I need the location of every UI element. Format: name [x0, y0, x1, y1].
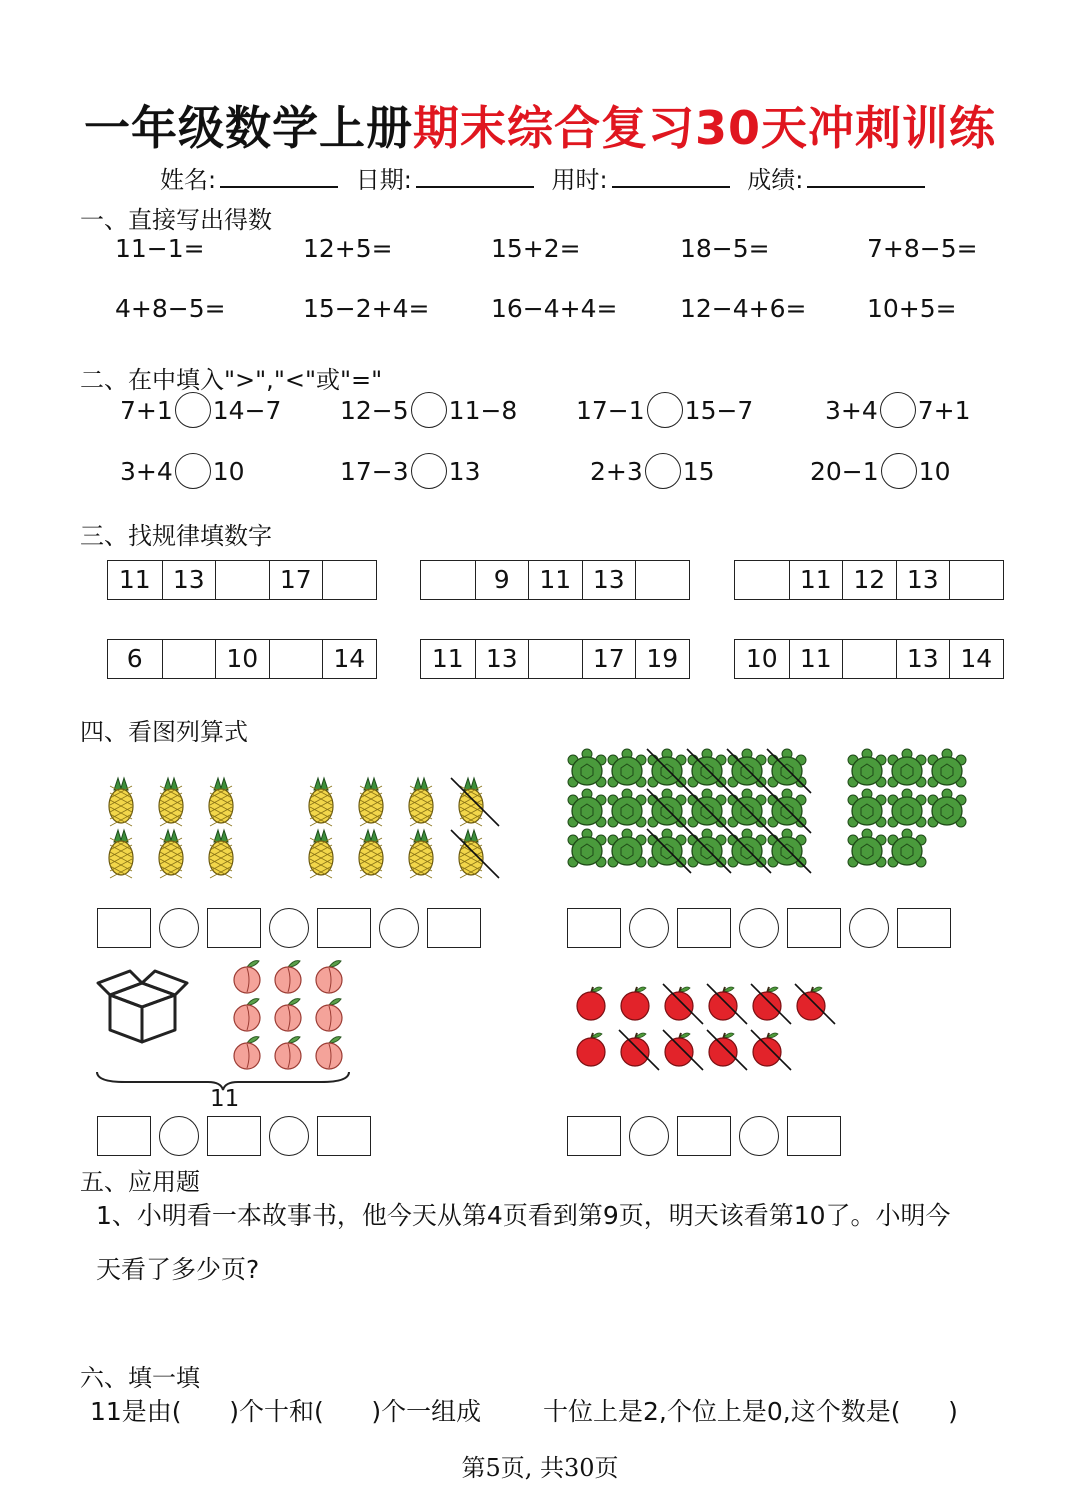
score-blank[interactable] — [807, 164, 925, 188]
answer-box[interactable] — [787, 1116, 841, 1156]
sequence-cell[interactable]: 17 — [269, 561, 323, 599]
pineapple-icon — [109, 778, 133, 826]
apple-icon — [577, 1033, 605, 1066]
pineapple-icon — [409, 830, 433, 878]
turtle-icon — [608, 789, 646, 827]
word-problem-line1: 1、小明看一本故事书，他今天从第4页看到第9页，明天该看第10了。小明今 — [96, 1201, 951, 1230]
page-footer: 第5页, 共30页 — [461, 1454, 619, 1482]
pineapple-icon — [109, 830, 133, 878]
compare-circle[interactable] — [175, 453, 211, 489]
peach-icon — [316, 999, 342, 1031]
sequence-cell[interactable]: 6 — [126, 644, 143, 673]
pineapple-icon — [451, 778, 499, 826]
compare-item — [825, 392, 971, 428]
sequence-row — [420, 560, 690, 600]
answer-box[interactable] — [207, 908, 261, 948]
turtle-icon — [647, 829, 691, 873]
apple-icon — [577, 987, 605, 1020]
answer-box[interactable] — [317, 908, 371, 948]
sequence-cell[interactable]: 13 — [475, 640, 529, 678]
section-2-heading: 二、在中填入">","<"或"=" — [80, 366, 383, 394]
turtle-icon — [848, 829, 886, 867]
compare-circle[interactable] — [880, 392, 916, 428]
pineapple-icon — [409, 778, 433, 826]
sequence-cell[interactable]: 17 — [582, 640, 636, 678]
sequence-row — [734, 560, 1004, 600]
answer-box[interactable] — [787, 908, 841, 948]
compare-left: 2+3 — [590, 456, 643, 486]
turtle-icon — [848, 749, 886, 787]
page-title — [0, 92, 1080, 158]
sequence-row — [734, 639, 1004, 679]
compare-right: 10 — [212, 456, 245, 486]
turtle-icon — [687, 789, 731, 833]
time-blank[interactable] — [612, 164, 730, 188]
pineapple-group-left — [95, 770, 255, 880]
apple-icon — [619, 1030, 659, 1070]
sequence-cell[interactable]: 11 — [431, 644, 464, 673]
compare-right: 14−7 — [212, 395, 282, 425]
turtle-icon — [568, 749, 606, 787]
compare-item — [590, 453, 715, 489]
compare-right: 7+1 — [917, 395, 971, 425]
answer-box[interactable] — [567, 1116, 621, 1156]
date-label: 日期: — [355, 166, 412, 194]
brace-label: 11 — [210, 1086, 240, 1112]
apple-icon — [751, 984, 791, 1024]
apple-group — [565, 980, 845, 1075]
fill-question-2: 十位上是2,个位上是0,这个数是( ) — [543, 1397, 958, 1426]
turtle-icon — [928, 789, 966, 827]
sequence-cell[interactable] — [269, 640, 323, 678]
turtle-icon — [727, 789, 771, 833]
box-icon — [95, 965, 190, 1045]
peach-icon — [275, 961, 301, 993]
section-3-heading: 三、找规律填数字 — [80, 522, 272, 550]
sequence-cell[interactable] — [949, 561, 1003, 599]
name-label: 姓名: — [160, 166, 217, 194]
score-label: 成绩: — [747, 166, 804, 194]
calc-expr: 15−2+4= — [303, 294, 430, 323]
peach-icon — [316, 1037, 342, 1069]
compare-circle[interactable] — [411, 453, 447, 489]
answer-circle[interactable] — [739, 908, 779, 948]
answer-row — [97, 1116, 371, 1156]
calc-expr: 18−5= — [680, 234, 770, 263]
pineapple-icon — [209, 830, 233, 878]
peach-icon — [275, 999, 301, 1031]
turtle-icon — [727, 829, 771, 873]
answer-row — [97, 908, 481, 948]
peach-icon — [234, 1037, 260, 1069]
word-problem-line2: 天看了多少页? — [96, 1255, 260, 1284]
time-label: 用时: — [551, 166, 608, 194]
answer-circle[interactable] — [269, 908, 309, 948]
apple-icon — [707, 984, 747, 1024]
turtle-icon — [848, 789, 886, 827]
title-part1: 一年级数学上册 — [83, 101, 413, 155]
sequence-cell[interactable] — [322, 561, 376, 599]
apple-icon — [663, 984, 703, 1024]
answer-row — [567, 1116, 841, 1156]
pineapple-icon — [159, 830, 183, 878]
compare-right: 10 — [918, 456, 951, 486]
sequence-cell[interactable]: 13 — [582, 561, 636, 599]
section-1-heading: 一、直接写出得数 — [80, 206, 272, 234]
pineapple-icon — [159, 778, 183, 826]
sequence-cell[interactable] — [215, 561, 269, 599]
section-4-heading: 四、看图列算式 — [80, 718, 248, 746]
calc-expr: 12+5= — [303, 234, 393, 263]
pineapple-icon — [451, 830, 499, 878]
answer-row — [567, 908, 951, 948]
name-blank[interactable] — [220, 164, 338, 188]
turtle-icon — [647, 749, 691, 793]
section-5-heading: 五、应用题 — [80, 1168, 200, 1196]
answer-box[interactable] — [677, 1116, 731, 1156]
turtle-group-right — [845, 748, 970, 873]
turtle-group-left — [565, 748, 815, 873]
apple-icon — [795, 984, 835, 1024]
turtle-icon — [647, 789, 691, 833]
turtle-icon — [608, 749, 646, 787]
calc-expr: 4+8−5= — [115, 294, 226, 323]
apple-icon — [751, 1030, 791, 1070]
answer-circle[interactable] — [629, 908, 669, 948]
fill-question-1: 11是由( )个十和( )个一组成 — [90, 1397, 482, 1426]
sequence-cell[interactable] — [162, 640, 216, 678]
sequence-row — [107, 639, 377, 679]
sequence-cell[interactable]: 14 — [322, 640, 376, 678]
turtle-icon — [687, 749, 731, 793]
compare-circle[interactable] — [647, 392, 683, 428]
compare-right: 11−8 — [448, 395, 518, 425]
peach-icon — [234, 961, 260, 993]
turtle-icon — [568, 829, 606, 867]
answer-box[interactable] — [427, 908, 481, 948]
pineapple-icon — [359, 778, 383, 826]
answer-box[interactable] — [677, 908, 731, 948]
sequence-cell[interactable] — [421, 561, 475, 599]
calc-expr: 7+8−5= — [867, 234, 978, 263]
turtle-icon — [767, 829, 811, 873]
sequence-cell[interactable]: 13 — [896, 561, 950, 599]
calc-expr: 11−1= — [115, 234, 205, 263]
sequence-cell[interactable]: 10 — [215, 640, 269, 678]
sequence-cell[interactable]: 12 — [842, 561, 896, 599]
sequence-cell[interactable]: 11 — [789, 561, 843, 599]
compare-right: 15 — [682, 456, 715, 486]
sequence-row — [420, 639, 690, 679]
answer-box[interactable] — [317, 1116, 371, 1156]
compare-circle[interactable] — [411, 392, 447, 428]
apple-icon — [621, 987, 649, 1020]
turtle-icon — [687, 829, 731, 873]
turtle-icon — [888, 789, 926, 827]
pineapple-icon — [359, 830, 383, 878]
compare-item — [340, 453, 480, 489]
compare-item — [120, 453, 245, 489]
turtle-icon — [928, 749, 966, 787]
sequence-cell[interactable] — [842, 640, 896, 678]
turtle-icon — [727, 749, 771, 793]
compare-item — [120, 392, 281, 428]
answer-circle[interactable] — [739, 1116, 779, 1156]
answer-circle[interactable] — [629, 1116, 669, 1156]
sequence-cell[interactable]: 13 — [162, 561, 216, 599]
answer-box[interactable] — [97, 908, 151, 948]
pineapple-icon — [209, 778, 233, 826]
sequence-cell[interactable]: 19 — [635, 640, 689, 678]
section-6-heading: 六、填一填 — [80, 1364, 200, 1392]
pineapple-icon — [309, 830, 333, 878]
peach-icon — [275, 1037, 301, 1069]
peach-icon — [316, 961, 342, 993]
calc-expr: 10+5= — [867, 294, 957, 323]
sequence-cell[interactable]: 9 — [475, 561, 529, 599]
title-part2: 期末综合复习30天冲刺训练 — [412, 101, 996, 155]
compare-left: 7+1 — [120, 395, 173, 425]
info-line — [160, 160, 935, 195]
sequence-cell[interactable] — [528, 640, 582, 678]
compare-right: 15−7 — [684, 395, 754, 425]
pineapple-icon — [309, 778, 333, 826]
compare-left: 20−1 — [810, 456, 879, 486]
turtle-icon — [568, 789, 606, 827]
compare-right: 13 — [448, 456, 481, 486]
calc-expr: 12−4+6= — [680, 294, 807, 323]
compare-circle[interactable] — [881, 453, 917, 489]
sequence-cell[interactable]: 11 — [528, 561, 582, 599]
turtle-icon — [888, 829, 926, 867]
compare-left: 17−1 — [576, 395, 645, 425]
calc-expr: 15+2= — [491, 234, 581, 263]
sequence-row — [107, 560, 377, 600]
compare-circle[interactable] — [645, 453, 681, 489]
peach-icon — [234, 999, 260, 1031]
compare-left: 12−5 — [340, 395, 409, 425]
answer-circle[interactable] — [269, 1116, 309, 1156]
sequence-cell[interactable]: 11 — [118, 565, 151, 594]
sequence-cell[interactable]: 14 — [949, 640, 1003, 678]
answer-box[interactable] — [207, 1116, 261, 1156]
sequence-cell[interactable]: 10 — [745, 644, 778, 673]
calc-expr: 16−4+4= — [491, 294, 618, 323]
compare-circle[interactable] — [175, 392, 211, 428]
answer-circle[interactable] — [849, 908, 889, 948]
turtle-icon — [608, 829, 646, 867]
compare-left: 3+4 — [120, 456, 173, 486]
date-blank[interactable] — [416, 164, 534, 188]
turtle-icon — [888, 749, 926, 787]
peach-group — [225, 955, 355, 1075]
answer-circle[interactable] — [159, 908, 199, 948]
apple-icon — [663, 1030, 703, 1070]
sequence-cell[interactable]: 13 — [896, 640, 950, 678]
answer-box[interactable] — [97, 1116, 151, 1156]
sequence-cell[interactable]: 11 — [789, 640, 843, 678]
turtle-icon — [767, 789, 811, 833]
answer-box[interactable] — [897, 908, 951, 948]
sequence-cell[interactable] — [635, 561, 689, 599]
answer-circle[interactable] — [379, 908, 419, 948]
compare-item — [810, 453, 950, 489]
compare-left: 3+4 — [825, 395, 878, 425]
answer-circle[interactable] — [159, 1116, 199, 1156]
answer-box[interactable] — [567, 908, 621, 948]
turtle-icon — [767, 749, 811, 793]
compare-item — [576, 392, 753, 428]
apple-icon — [707, 1030, 747, 1070]
compare-left: 17−3 — [340, 456, 409, 486]
compare-item — [340, 392, 517, 428]
pineapple-group-right — [295, 770, 505, 880]
sequence-cell[interactable] — [735, 561, 789, 599]
